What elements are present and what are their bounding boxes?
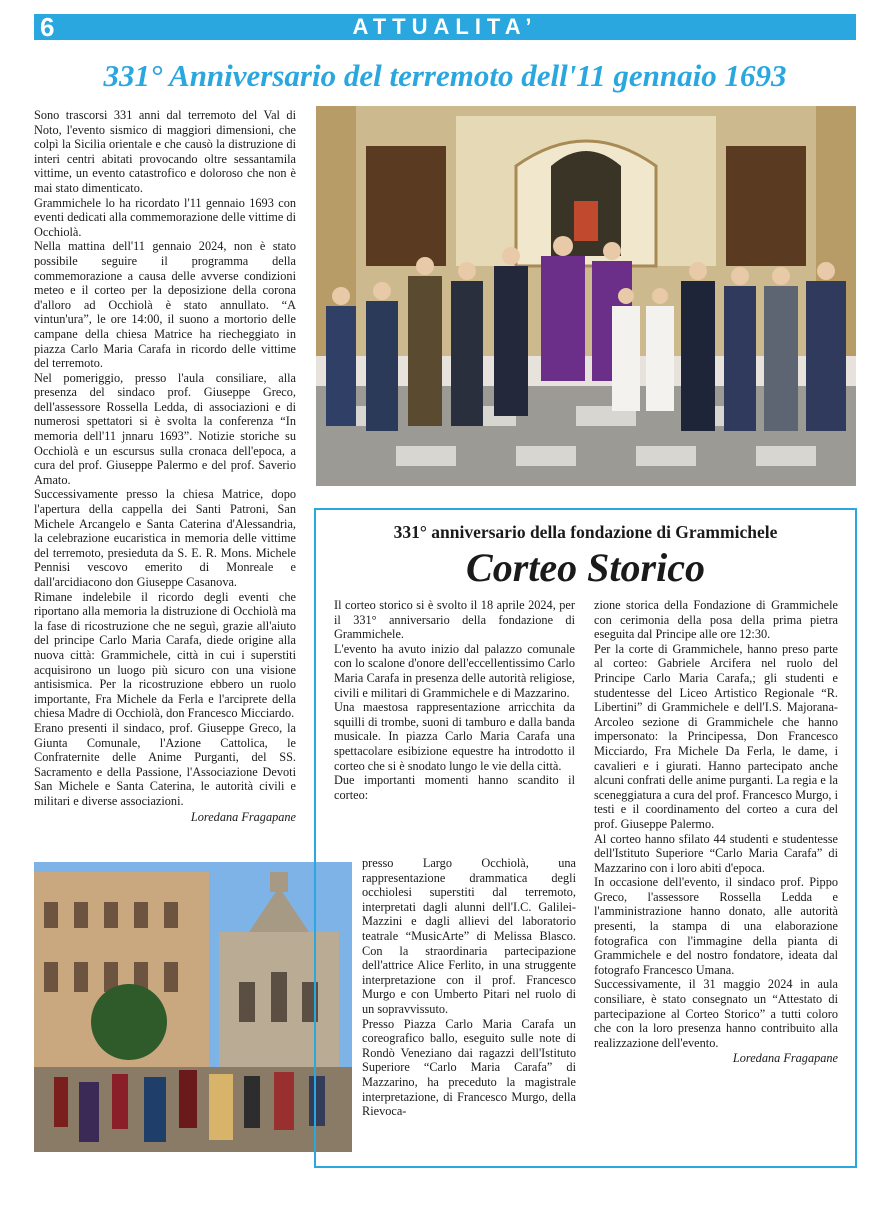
church-group-photo (316, 106, 856, 486)
corteo-author: Loredana Fragapane (732, 1051, 838, 1066)
corteo-column-2 (362, 856, 576, 1119)
corteo-column-1 (334, 598, 575, 802)
corteo-paragraph: zione storica della Fondazione di Grammichele con cerimonia della posa della prima pietra eseguita dal Principe alle ore 12:30. (594, 598, 838, 642)
corteo-paragraph: L'evento ha avuto inizio dal palazzo comunale con lo scalone d'onore dell'eccellentissimo Carlo Maria Carafa in presenza delle autorità religiose, civili e militari di Grammichele e di Mazzarino. (334, 641, 575, 700)
article-paragraph: Nella mattina dell'11 gennaio 2024, non è stato possibile seguire il programma della commemorazione a causa delle avverse condizioni meteo e il corteo per la deposizione della corona d'alloro ad Occhiolà è stato annullato. “A vintun'ura”, le ore 14:00, il suono a mortorio delle campane della chiesa Matrice ha riecheggiato in piazza Carlo Maria Carafa in ricordo delle vittime del terremoto. (34, 239, 296, 371)
corteo-paragraph: Successivamente, il 31 maggio 2024 in aula consiliare, è stato consegnato un “Attestato di partecipazione al Corteo Storico” a tutti coloro che con la loro presenza hanno contribuito alla realizzazione dell'evento. (594, 977, 838, 1050)
corteo-paragraph: presso Largo Occhiolà, una rappresentazione drammatica degli occhiolesi superstiti dal terremoto, interpretati dagli alunni dell'I.C. Galilei-Mazzini e dagli allievi del laboratorio teatrale “MusicArte” di Melissa Blasco. Con la straordinaria partecipazione dell'attrice Alice Ferlito, in una struggente interpretazione con il prof. Francesco Murgo e con Umberto Pitari nel ruolo di un sopravvissuto. (362, 856, 576, 1016)
corteo-paragraph: Presso Piazza Carlo Maria Carafa un coreografico ballo, eseguito sulle note di Rondò Veneziano dai ragazzi dell'Istituto Superiore “Carlo Maria Carafa” di Mazzarino, ha preceduto la magistrale interpretazione, di Francesco Murgo, della Rievoca- (362, 1016, 576, 1119)
article-paragraph: Grammichele lo ha ricordato l'11 gennaio 1693 con eventi dedicati alla commemorazione delle vittime di Occhiolà. (34, 195, 296, 239)
corteo-paragraph: Il corteo storico si è svolto il 18 aprile 2024, per il 331° anniversario della fondazione di Grammichele. (334, 598, 575, 642)
article-paragraph: Erano presenti il sindaco, prof. Giuseppe Greco, la Giunta Comunale, l'Azione Cattolica, le Confraternite delle Anime Purganti, del SS. Sacramento e della Passione, l'Associazione Devoti San Michele e Santa Caterina, le autorità civili e militari e diverse associazioni. (34, 720, 296, 808)
article-author: Loredana Fragapane (190, 809, 296, 824)
corteo-column-3 (594, 598, 838, 1066)
piazza-photo-illustration (34, 862, 352, 1152)
church-photo-illustration (316, 106, 856, 486)
page-number: 6 (40, 12, 55, 42)
article-paragraph: Rimane indelebile il ricordo degli eventi che riportano alla memoria la distruzione di Occhiolà ma la fase di ricostruzione che ne seguì, grazie all'aiuto del principe Carlo Maria Carafa, diede origine alla nuova città: Grammichele, città in cui i superstiti acquisirono un luogo più sicuro con una visione antisismica. Per la ricostruzione ebbero un ruolo importante, Fra Michele da Ferla e l'arciprete della chiesa Madre di Occhiolà, don Francesco Micciardo. (34, 589, 296, 721)
corteo-paragraph: In occasione dell'evento, il sindaco prof. Pippo Greco, l'assessore Rossella Ledda e l'amministrazione hanno donato, alle autorità presenti, la stampa di una elaborazione fotografica con l'immagine della pianta di Grammichele e del nostro fondatore, ideata dal fotografo Francesco Umana. (594, 875, 838, 977)
corteo-paragraph: Per la corte di Grammichele, hanno preso parte al corteo: Gabriele Arcifera nel ruolo del Principe Carlo Maria Carafa,; gli studenti e studentesse del Liceo Artistico Regionale “R. Libertini” di Grammichele e dell'I.S. Majorana-Arcoleo sezione di Grammichele che hanno impersonato: la Principessa, Don Francesco Micciardo, Fra Michele Da Ferla, le dame, i cavalieri e i giurati. Hanno partecipato anche alcuni confrati delle anime purganti. La regia e la sceneggiatura a cura del prof. Francesco Murgo, i testi e il coordinamento del corteo a cura del prof. Giuseppe Palermo. (594, 641, 838, 831)
article-paragraph: Successivamente presso la chiesa Matrice, dopo l'apertura della cappella dei Santi Patroni, San Michele Arcangelo e Santa Caterina d'Alessandria, la celebrazione eucaristica in memoria delle vittime del terremoto, presieduta da S. E. R. Mons. Michele Pennisi vescovo emerito di Monreale e dall'arcidiacono don Giuseppe Casanova. (34, 487, 296, 589)
section-title: ATTUALITA’ (352, 14, 538, 39)
corteo-kicker: 331° anniversario della fondazione di Grammichele (393, 522, 778, 542)
article-paragraph: Nel pomeriggio, presso l'aula consiliare, alla presenza del sindaco prof. Giuseppe Greco, dell'assessore Rossella Ledda, di associazioni e di numerosi spettatori si è svolta la conferenza “In memoria dell'11 jnnaru 1693”. Notizie storiche su Occhiolà e un escursus sulla cronaca dell'epoca, a cura del prof. Giuseppe Palermo e del prof. Saverio Amato. (34, 370, 296, 487)
article-paragraph: Sono trascorsi 331 anni dal terremoto del Val di Noto, l'evento sismico di maggiori dimensioni, che colpì la Sicilia orientale e che causò la distruzione di interi centri abitati provocando oltre sessantamila vittime, un evento catastrofico e doloroso che non è mai stato dimenticato. (34, 108, 296, 195)
corteo-title: Corteo Storico (466, 545, 705, 590)
corteo-paragraph: Due importanti momenti hanno scandito il corteo: (334, 773, 575, 802)
piazza-corteo-photo (34, 862, 352, 1152)
header-bar (34, 14, 856, 40)
main-headline: 331° Anniversario del terremoto dell'11 gennaio 1693 (103, 58, 787, 93)
corteo-paragraph: Al corteo hanno sfilato 44 studenti e studentesse dell'Istituto Superiore “Carlo Maria Carafa” di Mazzarino con i loro abiti d'epoca. (594, 831, 838, 875)
article-earthquake (34, 108, 296, 824)
corteo-paragraph: Una maestosa rappresentazione arricchita da squilli di trombe, suoni di tamburo e dalla banda musicale. In piazza Carlo Maria Carafa una spettacolare esibizione equestre ha introdotto il corteo che si è snodato lungo le vie della città. (334, 700, 575, 773)
